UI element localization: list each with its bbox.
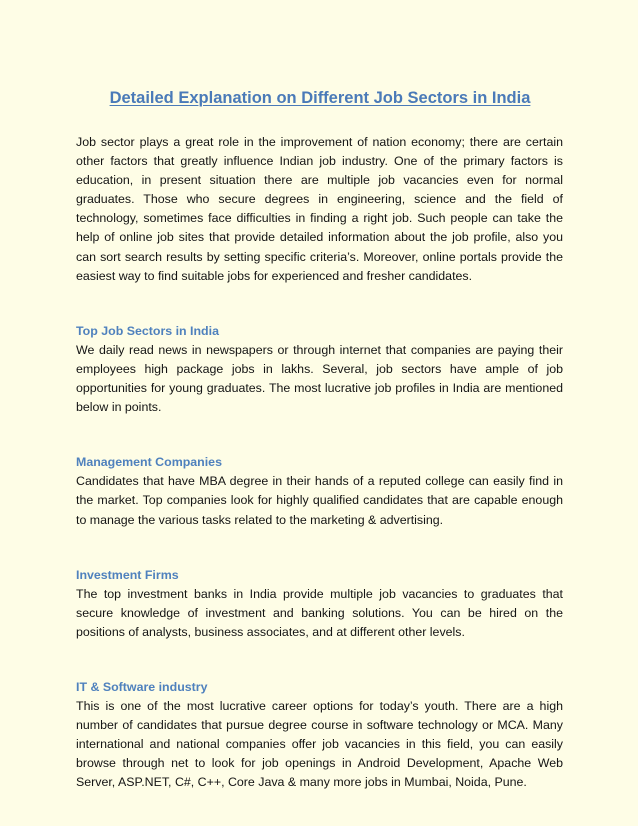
section-paragraph: We daily read news in newspapers or through internet that companies are paying their employees high package jobs in lakhs. Several, job sectors have ample of job opportunities for young graduates. The most lucrative job profiles in India are mentioned below in points. [76, 342, 563, 415]
section-management-companies [76, 453, 563, 529]
document-title: Detailed Explanation on Different Job Sectors in India [109, 89, 531, 107]
section-heading: Top Job Sectors in India [76, 323, 219, 338]
section-heading: Investment Firms [76, 567, 179, 582]
section-heading: IT & Software industry [76, 679, 208, 694]
section-investment-firms [76, 566, 563, 642]
document-body [76, 133, 563, 793]
section-it-software [76, 678, 563, 793]
section-paragraph: This is one of the most lucrative career options for today’s youth. There are a high number of candidates that pursue degree course in software technology or MCA. Many international and national companies offer job vacancies in this field, you can easily browse through net to look for job openings in Android Development, Apache Web Server, ASP.NET, C#, C++, Core Java & many more jobs in Mumbai, Noida, Pune. [76, 699, 563, 790]
section-paragraph: Candidates that have MBA degree in their hands of a reputed college can easily find in the market. Top companies look for highly qualified candidates that are capable enough to manage the various tasks related to the marketing & advertising. [76, 474, 563, 527]
section-top-job-sectors [76, 322, 563, 417]
section-paragraph: The top investment banks in India provide multiple job vacancies to graduates that secure knowledge of investment and banking solutions. You can be hired on the positions of analysts, business associates, and at different other levels. [76, 586, 563, 639]
intro-paragraph: Job sector plays a great role in the improvement of nation economy; there are certain other factors that greatly influence Indian job industry. One of the primary factors is education, in present situation there are multiple job vacancies even for normal graduates. Those who secure degrees in engineering, science and the field of technology, sometimes face difficulties in finding a right job. Such people can take the help of online job sites that provide detailed information about the job profile, also you can sort search results by setting specific criteria’s. Moreover, online portals provide the easiest way to find suitable jobs for experienced and fresher candidates. [76, 135, 563, 283]
section-heading: Management Companies [76, 455, 222, 470]
